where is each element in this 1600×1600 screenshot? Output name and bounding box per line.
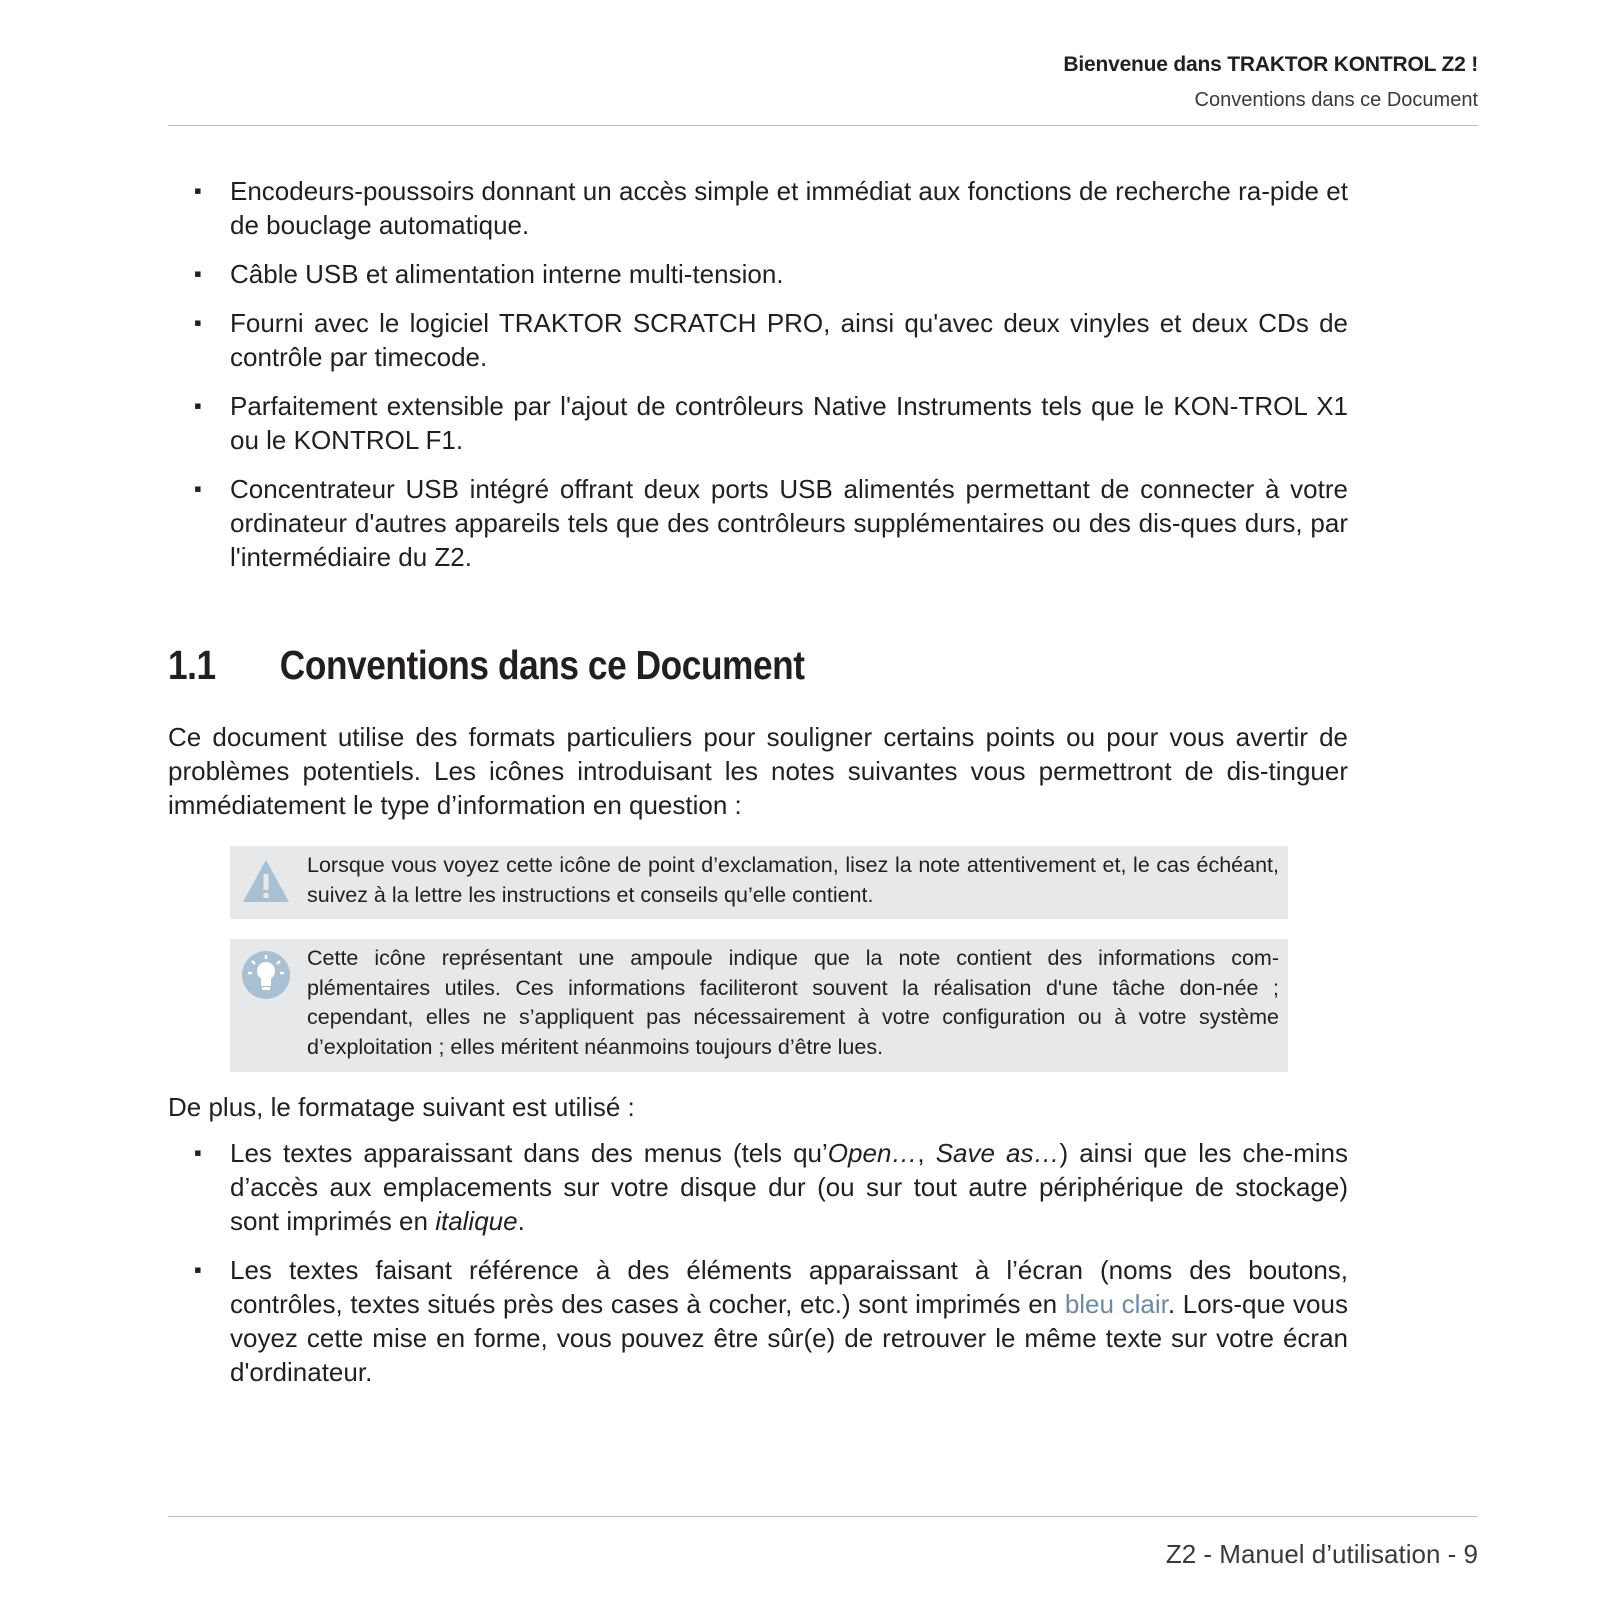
bullet-marker: ▪ — [194, 261, 202, 286]
list-item-text: Fourni avec le logiciel TRAKTOR SCRATCH PRO, ainsi qu'avec deux vinyles et deux CDs de contrôle par timecode. — [230, 308, 1348, 372]
warning-triangle-icon — [240, 856, 292, 908]
tip-note — [230, 939, 1288, 1072]
list-item-text: Les textes faisant référence à des éléments apparaissant à l’écran (noms des boutons, contrôles, textes situés près des cases à cocher, etc.) sont imprimés en bleu clair. Lors-que vous voyez cette mise en forme, vous pouvez être sûr(e) de retrouver le même texte sur votre écran d'ordinateur. — [230, 1255, 1348, 1387]
header-title: Bienvenue dans TRAKTOR KONTROL Z2 ! — [1063, 53, 1478, 76]
section-number: 1.1 — [168, 642, 216, 688]
page-footer: Z2 - Manuel d’utilisation - 9 — [1165, 1539, 1478, 1569]
list-item — [168, 1136, 1348, 1238]
list-item-text: Encodeurs-poussoirs donnant un accès simple et immédiat aux fonctions de recherche ra-pide et de bouclage automatique. — [230, 176, 1348, 240]
warning-note-text: Lorsque vous voyez cette icône de point d’exclamation, lisez la note attentivement et, le cas échéant, suivez à la lettre les instructions et conseils qu’elle contient. — [307, 853, 1279, 907]
list-item-text: Parfaitement extensible par l'ajout de contrôleurs Native Instruments tels que le KON-TROL X1 ou le KONTROL F1. — [230, 391, 1348, 455]
warning-note — [230, 846, 1288, 919]
italic-emphasis: italique — [435, 1206, 518, 1236]
list-item — [168, 1253, 1348, 1389]
list-item — [168, 306, 1348, 374]
list-item — [168, 472, 1348, 574]
section-title: Conventions dans ce Document — [279, 642, 805, 688]
header-subtitle: Conventions dans ce Document — [1194, 89, 1478, 111]
feature-list — [168, 174, 1348, 589]
list-item — [168, 174, 1348, 242]
bullet-marker: ▪ — [194, 178, 202, 203]
italic-example: Save as… — [935, 1138, 1060, 1168]
list-item — [168, 257, 1348, 291]
header-divider — [168, 125, 1478, 126]
formatting-list — [168, 1136, 1348, 1404]
blue-highlight-text: bleu clair — [1064, 1289, 1168, 1319]
bullet-marker: ▪ — [194, 476, 202, 501]
footer-divider — [168, 1516, 1478, 1517]
list-item-text: Câble USB et alimentation interne multi-tension. — [230, 259, 784, 289]
tip-note-text: Cette icône représentant une ampoule indique que la note contient des informations com-plémentaires utiles. Ces informations faciliteront souvent la réalisation d'une tâche don-née ; cependant, elles ne s’appliquent pas nécessairement à votre configuration ou à votre système d’exploitation ; elles méritent néanmoins toujours d’être lues. — [307, 946, 1279, 1059]
bullet-marker: ▪ — [194, 1140, 202, 1165]
intro-paragraph: Ce document utilise des formats particuliers pour souligner certains points ou pour vous avertir de problèmes potentiels. Les icônes introduisant les notes suivantes vous permettront de dis-tinguer immédiatement le type d’information en question : — [168, 722, 1348, 820]
list-item — [168, 389, 1348, 457]
list-item-text: Concentrateur USB intégré offrant deux ports USB alimentés permettant de connecter à votre ordinateur d'autres appareils tels que des contrôleurs supplémentaires ou des dis-ques durs, par l'intermédiaire du Z2. — [230, 474, 1348, 572]
running-header — [168, 50, 1478, 115]
bullet-marker: ▪ — [194, 1257, 202, 1282]
formatting-intro: De plus, le formatage suivant est utilisé : — [168, 1092, 635, 1122]
italic-example: Open… — [827, 1138, 918, 1168]
list-item-text: Les textes apparaissant dans des menus (tels qu’Open…, Save as…) ainsi que les che-mins d’accès aux emplacements sur votre disque dur (ou sur tout autre périphérique de stockage) sont imprimés en italique. — [230, 1138, 1348, 1236]
bullet-marker: ▪ — [194, 310, 202, 335]
lightbulb-icon — [240, 949, 292, 1001]
section-heading — [168, 640, 805, 690]
bullet-marker: ▪ — [194, 393, 202, 418]
